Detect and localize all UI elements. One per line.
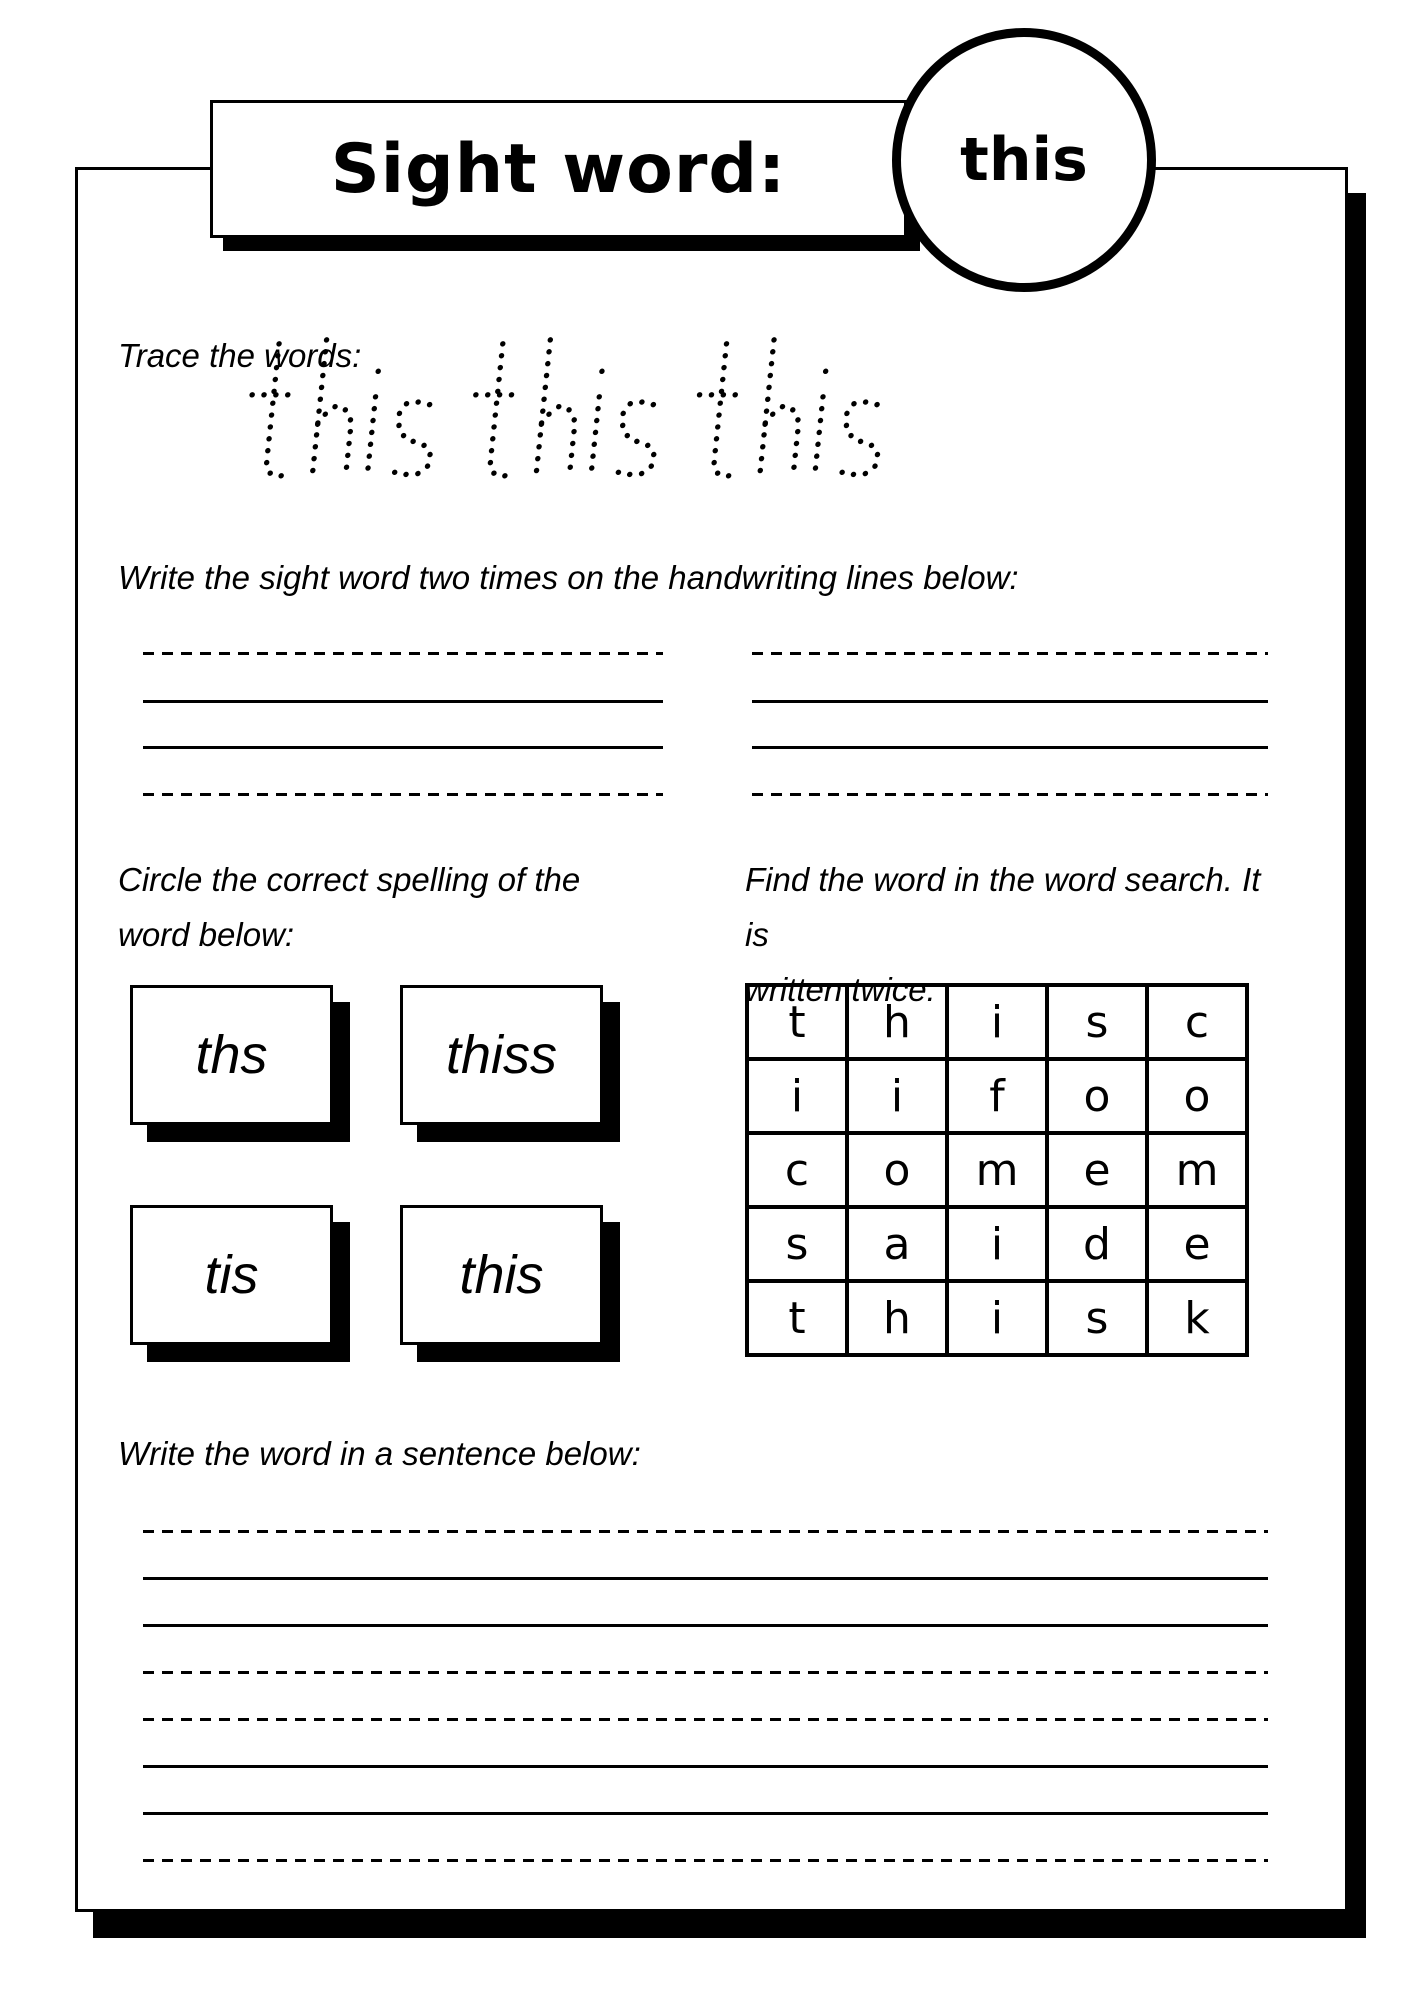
word-search-label-line1: Find the word in the word search. It is bbox=[745, 861, 1261, 953]
handwriting-line-solid bbox=[752, 700, 1268, 703]
sentence-line-solid bbox=[143, 1577, 1268, 1580]
spelling-option-this[interactable] bbox=[400, 1205, 603, 1345]
word-search-cell[interactable]: s bbox=[1047, 985, 1147, 1059]
word-search-cell[interactable]: i bbox=[947, 1281, 1047, 1355]
sentence-writing-area[interactable] bbox=[143, 1530, 1268, 1862]
word-search-cell[interactable]: c bbox=[747, 1133, 847, 1207]
sight-word-circle bbox=[892, 28, 1156, 292]
sentence-line-dashed bbox=[143, 1859, 1268, 1862]
word-search-cell[interactable]: t bbox=[747, 1281, 847, 1355]
handwriting-line-solid bbox=[143, 700, 663, 703]
sentence-label: Write the word in a sentence below: bbox=[118, 1435, 641, 1472]
word-search-cell[interactable]: o bbox=[1147, 1059, 1247, 1133]
word-search-cell[interactable]: e bbox=[1147, 1207, 1247, 1281]
spelling-label bbox=[118, 852, 618, 962]
word-search-cell[interactable]: c bbox=[1147, 985, 1247, 1059]
word-search-cell[interactable]: m bbox=[1147, 1133, 1247, 1207]
word-search-cell[interactable]: k bbox=[1147, 1281, 1247, 1355]
word-search-cell[interactable]: s bbox=[747, 1207, 847, 1281]
sentence-line-solid bbox=[143, 1812, 1268, 1815]
spelling-label-line1: Circle the correct spelling of the bbox=[118, 861, 581, 898]
spelling-option-label: ths bbox=[195, 1024, 268, 1085]
word-search-grid bbox=[745, 983, 1249, 1357]
word-search-cell[interactable]: t bbox=[747, 985, 847, 1059]
spelling-option-ths[interactable] bbox=[130, 985, 333, 1125]
spelling-option-label: thiss bbox=[445, 1024, 558, 1085]
word-search-cell[interactable]: s bbox=[1047, 1281, 1147, 1355]
handwriting-line-dashed bbox=[143, 652, 663, 655]
title-bar bbox=[210, 100, 907, 238]
word-search-cell[interactable]: i bbox=[947, 1207, 1047, 1281]
spelling-option-thiss[interactable] bbox=[400, 985, 603, 1125]
word-search-cell[interactable]: e bbox=[1047, 1133, 1147, 1207]
word-search-label bbox=[745, 852, 1285, 1017]
trace-word-2 bbox=[467, 340, 666, 477]
handwriting-lines-left[interactable] bbox=[143, 652, 663, 799]
handwriting-line-dashed bbox=[752, 652, 1268, 655]
word-search-cell[interactable]: m bbox=[947, 1133, 1047, 1207]
sight-word: this bbox=[960, 125, 1088, 195]
word-search-cell[interactable]: i bbox=[747, 1059, 847, 1133]
word-search-cell[interactable]: d bbox=[1047, 1207, 1147, 1281]
word-search-cell[interactable]: i bbox=[947, 985, 1047, 1059]
sentence-line-dashed bbox=[143, 1718, 1268, 1721]
trace-label: Trace the words: bbox=[118, 337, 362, 374]
word-search-cell[interactable]: o bbox=[847, 1133, 947, 1207]
word-search-cell[interactable]: h bbox=[847, 1281, 947, 1355]
word-search-label-line2: written twice: bbox=[745, 971, 936, 1008]
page-title: Sight word: bbox=[330, 129, 787, 209]
sentence-line-solid bbox=[143, 1624, 1268, 1627]
word-search-cell[interactable]: a bbox=[847, 1207, 947, 1281]
spelling-label-line2: word below: bbox=[118, 916, 295, 953]
spelling-option-label: this bbox=[459, 1244, 544, 1305]
sentence-line-dashed bbox=[143, 1671, 1268, 1674]
word-search-cell[interactable]: f bbox=[947, 1059, 1047, 1133]
spelling-option-label: tis bbox=[204, 1244, 259, 1305]
write-twice-label: Write the sight word two times on the handwriting lines below: bbox=[118, 559, 1019, 596]
word-search-cell[interactable]: h bbox=[847, 985, 947, 1059]
spelling-option-tis[interactable] bbox=[130, 1205, 333, 1345]
handwriting-line-dashed bbox=[752, 793, 1268, 796]
handwriting-line-solid bbox=[143, 746, 663, 749]
word-search-cell[interactable]: i bbox=[847, 1059, 947, 1133]
trace-word-3 bbox=[691, 340, 882, 477]
sentence-line-dashed bbox=[143, 1530, 1268, 1533]
handwriting-line-dashed bbox=[143, 793, 663, 796]
handwriting-lines-right[interactable] bbox=[752, 652, 1268, 799]
sentence-line-solid bbox=[143, 1765, 1268, 1768]
word-search-cell[interactable]: o bbox=[1047, 1059, 1147, 1133]
handwriting-line-solid bbox=[752, 746, 1268, 749]
